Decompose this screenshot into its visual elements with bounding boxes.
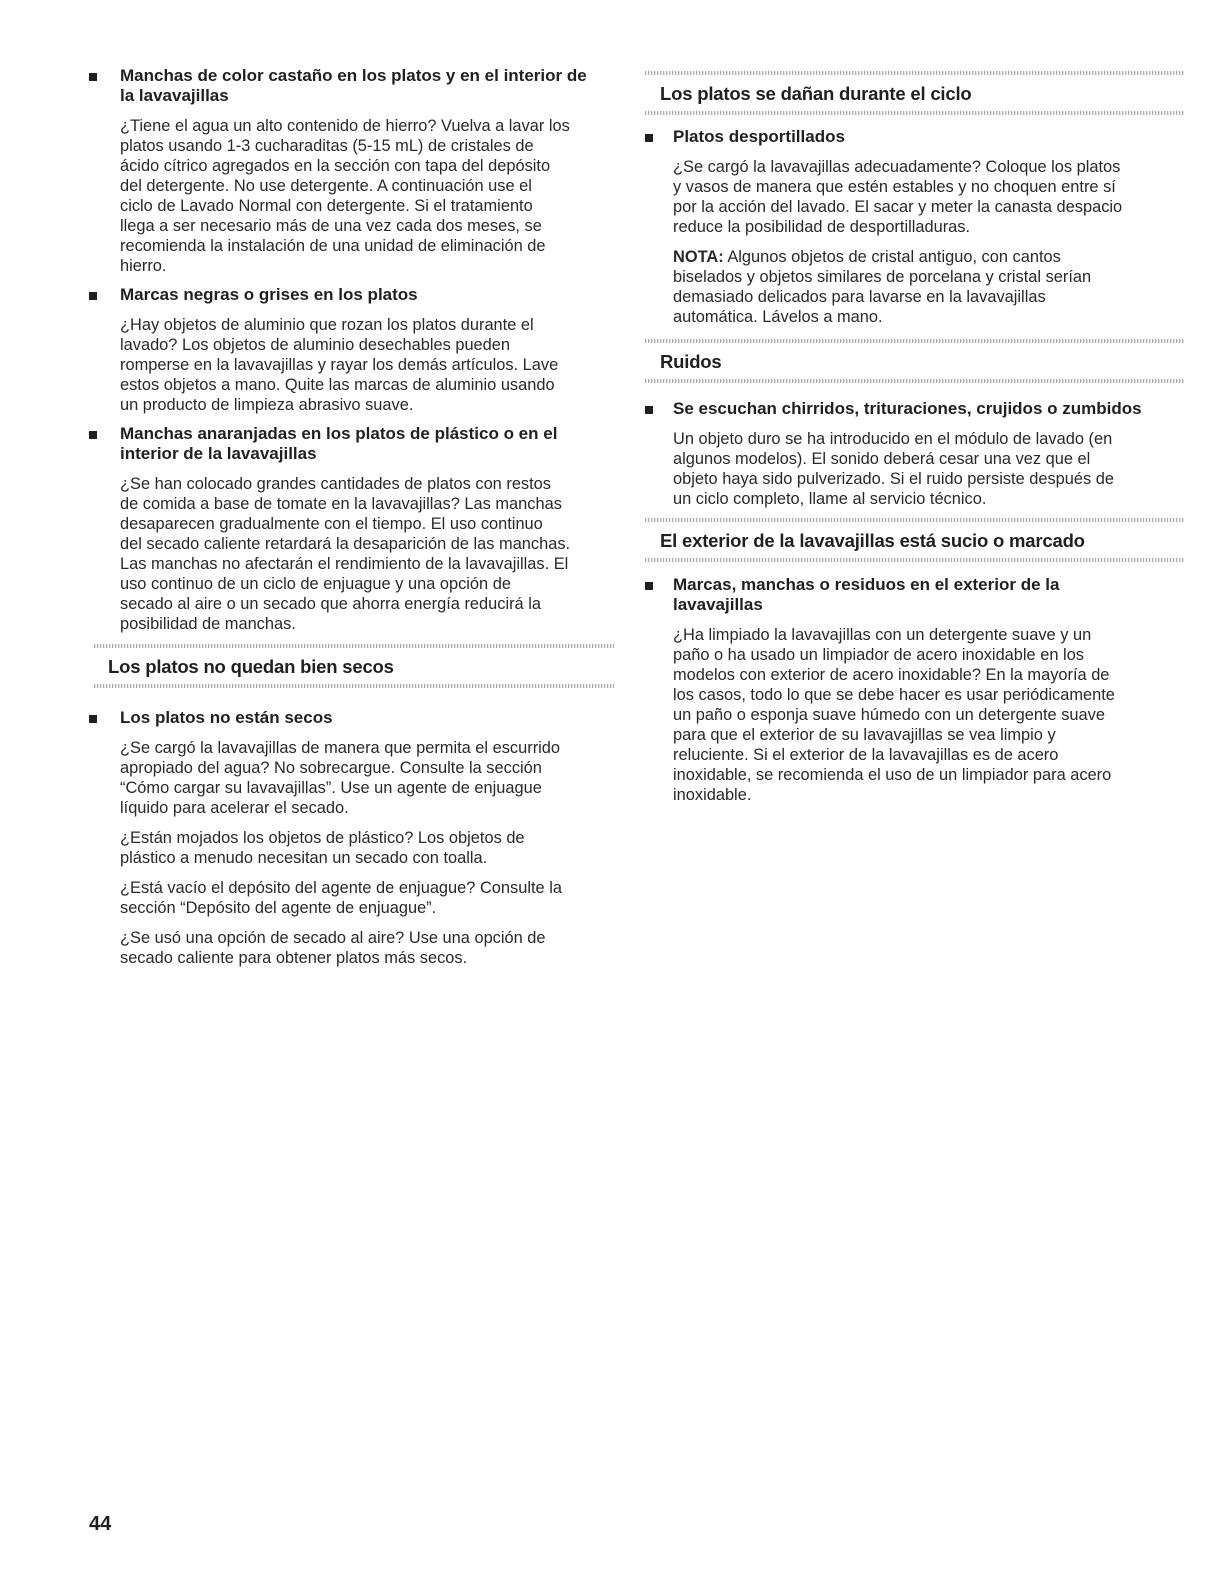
- item-paragraph: Un objeto duro se ha introducido en el módulo de lavado (en algunos modelos). El sonido deberá cesar una vez que el objeto haya sido pulverizado. Si el ruido persiste después de un ciclo completo, llame al servicio técnico.: [673, 430, 1115, 508]
- item-title: Marcas negras o grises en los platos: [120, 285, 418, 304]
- page-number: 44: [89, 1513, 112, 1535]
- section-title: Los platos no quedan bien secos: [108, 656, 394, 677]
- troubleshoot-item-orange-stains: [0, 424, 612, 634]
- troubleshoot-item-not-dry: [0, 708, 612, 968]
- square-bullet-icon: [645, 134, 653, 142]
- item-paragraph: ¿Se han colocado grandes cantidades de platos con restos de comida a base de tomate en la lavavajillas? Las manchas desaparecen gradualmente con el tiempo. El uso continuo del secado caliente retardará la desaparición de las manchas. Las manchas no afectarán el rendimiento de la lavavajillas. El uso continuo de un ciclo de enjuague y una opción de secado al aire o un secado que ahorra energía reducirá la posibilidad de manchas.: [120, 475, 571, 633]
- item-paragraph: ¿Ha limpiado la lavavajillas con un detergente suave y un paño o ha usado un limpiador de acero inoxidable en los modelos con exterior de acero inoxidable? En la mayoría de los casos, todo lo que se debe hacer es usar periódicamente un paño o esponja suave húmedo con un detergente suave para que el exterior de su lavavajillas se vea limpio y reluciente. Si el exterior de la lavavajillas es de acero inoxidable, se recomienda el uso de un limpiador para acero inoxidable.: [673, 626, 1115, 804]
- square-bullet-icon: [89, 73, 97, 81]
- troubleshoot-item-exterior-marks: [612, 575, 1225, 805]
- square-bullet-icon: [645, 582, 653, 590]
- section-title: El exterior de la lavavajillas está sucio o marcado: [660, 530, 1085, 551]
- item-title: Platos desportillados: [673, 127, 845, 146]
- section-rule-top: [94, 644, 614, 648]
- item-title: Manchas de color castaño en los platos y en el interior de la lavavajillas: [120, 66, 587, 105]
- section-rule-bottom: [645, 379, 1185, 383]
- troubleshoot-item-chipped: [612, 127, 1225, 327]
- troubleshoot-item-noises: [612, 399, 1225, 509]
- section-header-exterior: [645, 518, 1185, 562]
- square-bullet-icon: [89, 715, 97, 723]
- section-header-noise: [645, 339, 1185, 383]
- section-rule-top: [645, 339, 1185, 343]
- item-paragraph: ¿Tiene el agua un alto contenido de hierro? Vuelva a lavar los platos usando 1-3 cucharaditas (5-15 mL) de cristales de ácido cítrico agregados en la sección con tapa del depósito del detergente. No use detergente. A continuación use el ciclo de Lavado Normal con detergente. Si el tratamiento llega a ser necesario más de una vez cada dos meses, se recomienda la instalación de una unidad de eliminación de hierro.: [120, 117, 570, 275]
- section-rule-bottom: [645, 558, 1185, 562]
- note-text: Algunos objetos de cristal antiguo, con cantos biselados y objetos similares de porcelana y cristal serían demasiado delicados para lavarse en la lavavajillas automática. Lávelos a mano.: [673, 248, 1092, 326]
- troubleshoot-item-black-marks: [0, 285, 612, 415]
- troubleshoot-item-brown-stains: [0, 66, 612, 276]
- section-rule-bottom: [94, 684, 614, 688]
- note-paragraph: [612, 247, 1225, 327]
- square-bullet-icon: [89, 431, 97, 439]
- item-title: Marcas, manchas o residuos en el exterior de la lavavajillas: [673, 575, 1060, 614]
- item-title: Los platos no están secos: [120, 708, 333, 727]
- item-paragraph: ¿Están mojados los objetos de plástico? Los objetos de plástico a menudo necesitan un secado con toalla.: [120, 829, 525, 867]
- note-label: NOTA:: [673, 248, 724, 266]
- section-header-damage: [645, 71, 1185, 115]
- square-bullet-icon: [645, 406, 653, 414]
- item-paragraph: ¿Está vacío el depósito del agente de enjuague? Consulte la sección “Depósito del agente de enjuague”.: [120, 879, 562, 917]
- section-rule-top: [645, 71, 1185, 75]
- square-bullet-icon: [89, 292, 97, 300]
- section-rule-top: [645, 518, 1185, 522]
- item-paragraph: ¿Se cargó la lavavajillas adecuadamente? Coloque los platos y vasos de manera que estén estables y no choquen entre sí por la acción del lavado. El sacar y meter la canasta despacio reduce la posibilidad de desportilladuras.: [673, 158, 1123, 236]
- section-header-dry: [94, 644, 614, 688]
- item-title: Manchas anaranjadas en los platos de plástico o en el interior de la lavavajillas: [120, 424, 558, 463]
- section-title: Ruidos: [660, 351, 722, 372]
- item-title: Se escuchan chirridos, trituraciones, crujidos o zumbidos: [673, 399, 1142, 418]
- section-title: Los platos se dañan durante el ciclo: [660, 83, 972, 104]
- section-rule-bottom: [645, 111, 1185, 115]
- item-paragraph: ¿Hay objetos de aluminio que rozan los platos durante el lavado? Los objetos de aluminio desechables pueden romperse en la lavavajillas y rayar los demás artículos. Lave estos objetos a mano. Quite las marcas de aluminio usando un producto de limpieza abrasivo suave.: [120, 316, 559, 414]
- item-paragraph: ¿Se usó una opción de secado al aire? Use una opción de secado caliente para obtener platos más secos.: [120, 929, 546, 967]
- item-paragraph: ¿Se cargó la lavavajillas de manera que permita el escurrido apropiado del agua? No sobrecargue. Consulte la sección “Cómo cargar su lavavajillas”. Use un agente de enjuague líquido para acelerar el secado.: [120, 739, 561, 817]
